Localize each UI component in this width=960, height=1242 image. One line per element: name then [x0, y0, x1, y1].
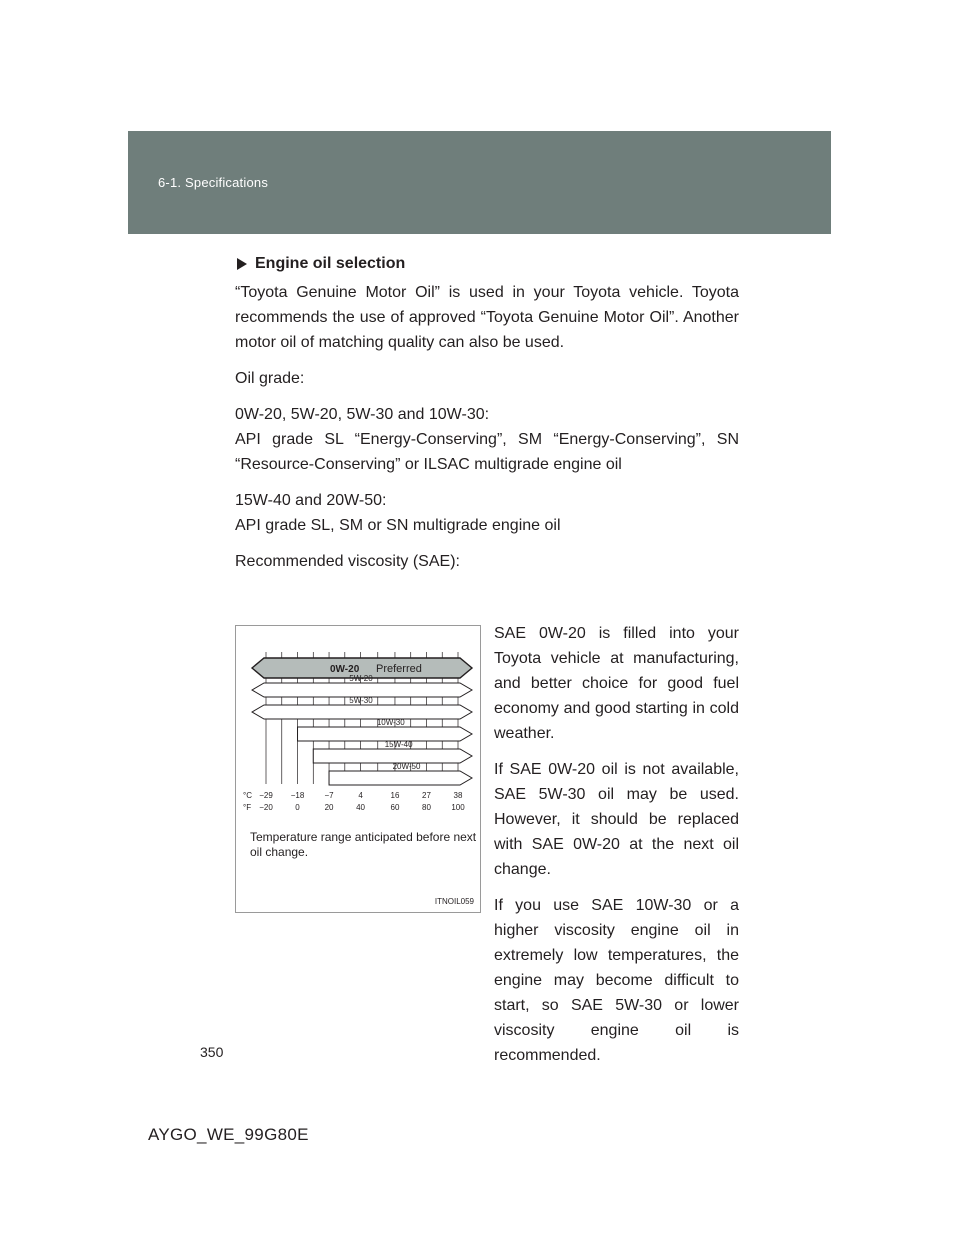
- content: [235, 255, 739, 1064]
- band-label: 5W-20: [349, 674, 373, 683]
- tick-label-c: −29: [259, 791, 273, 800]
- side-paragraph: SAE 0W-20 is filled into your Toyota vehicle at manufacturing, and better choice for good fuel economy and good starting in cold weather.: [494, 625, 739, 742]
- grade-group-2-text: API grade SL, SM or SN multigrade engine oil: [235, 517, 561, 534]
- header-band: [128, 131, 831, 234]
- tick-label-f: 0: [295, 803, 300, 812]
- tick-label-f: 80: [422, 803, 431, 812]
- triangle-bullet-icon: [237, 258, 247, 270]
- viscosity-band: [313, 749, 472, 763]
- band-label: 15W-40: [384, 740, 413, 749]
- unit-fahrenheit: °F: [243, 803, 252, 812]
- tick-label-f: 60: [390, 803, 400, 812]
- side-paragraph: If you use SAE 10W-30 or a higher viscosity engine oil in extremely low temperatures, the engine may become difficult to start, so SAE 5W-30 or lower viscosity engine oil is recommended.: [494, 897, 739, 1064]
- viscosity-label: Recommended viscosity (SAE):: [235, 553, 460, 570]
- band-label: 10W-30: [376, 718, 405, 727]
- grade-group-2: [235, 488, 739, 538]
- figure-code: ITNOIL059: [434, 897, 474, 906]
- band-label: 5W-30: [349, 696, 373, 705]
- tick-label-c: −7: [324, 791, 334, 800]
- tick-label-c: 27: [422, 791, 431, 800]
- viscosity-band: [329, 771, 472, 785]
- band-label: 20W-50: [392, 762, 421, 771]
- oil-grade-label: Oil grade:: [235, 370, 305, 387]
- viscosity-chart-graphic: [236, 626, 482, 914]
- tick-label-c: 16: [390, 791, 400, 800]
- intro-paragraph: “Toyota Genuine Motor Oil” is used in your Toyota vehicle. Toyota recommends the use of approved “Toyota Genuine Motor Oil”. Another motor oil of matching quality can also be used.: [235, 284, 739, 351]
- grade-group-1: [235, 402, 739, 477]
- tick-label-f: 40: [356, 803, 366, 812]
- tick-label-c: 38: [453, 791, 463, 800]
- tick-label-f: 20: [324, 803, 334, 812]
- side-column: [494, 621, 739, 1079]
- tick-label-c: 4: [358, 791, 363, 800]
- section-heading: [235, 255, 739, 273]
- section-title: 6-1. Specifications: [158, 175, 269, 190]
- unit-celsius: °C: [243, 791, 252, 800]
- viscosity-chart: [235, 625, 481, 913]
- grade-group-1-title: 0W-20, 5W-20, 5W-30 and 10W-30:: [235, 406, 490, 423]
- page-number: 350: [200, 1044, 224, 1060]
- side-paragraph: If SAE 0W-20 oil is not available, SAE 5W-30 oil may be used. However, it should be replaced with SAE 0W-20 at the next oil change.: [494, 761, 739, 878]
- viscosity-band: [252, 683, 472, 697]
- tick-label-f: 100: [451, 803, 465, 812]
- tick-label-f: −20: [259, 803, 273, 812]
- heading-text: Engine oil selection: [255, 255, 406, 272]
- figure-caption: Temperature range anticipated before next oil change.: [250, 830, 477, 859]
- footer-code: AYGO_WE_99G80E: [148, 1125, 309, 1144]
- band-label: 0W-20: [330, 664, 360, 675]
- tick-label-c: −18: [290, 791, 305, 800]
- grade-group-2-title: 15W-40 and 20W-50:: [235, 492, 387, 509]
- preferred-label: Preferred: [376, 663, 422, 675]
- grade-group-1-text: API grade SL “Energy-Conserving”, SM “Energy-Conserving”, SN “Resource-Conserving” or ILSAC multigrade engine oil: [235, 431, 739, 473]
- viscosity-band: [298, 727, 472, 741]
- viscosity-band: [252, 705, 472, 719]
